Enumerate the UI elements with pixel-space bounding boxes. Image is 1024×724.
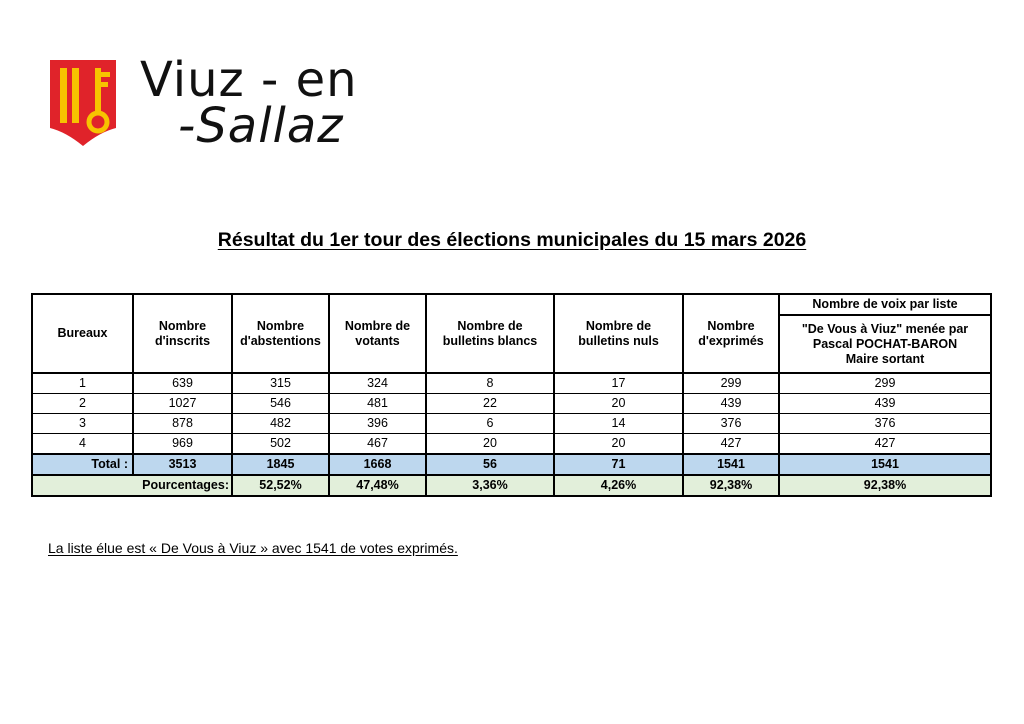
header-bureaux: Bureaux <box>32 294 133 373</box>
total-row: Total : 3513 1845 1668 56 71 1541 1541 <box>32 454 991 475</box>
header-blancs: Nombre de bulletins blancs <box>426 294 554 373</box>
header-votants: Nombre de votants <box>329 294 426 373</box>
logo <box>48 54 368 154</box>
percent-row: Pourcentages: 52,52% 47,48% 3,36% 4,26% 92,38% 92,38% <box>32 475 991 496</box>
header-abstentions: Nombre d'abstentions <box>232 294 329 373</box>
table-row: 3 878 482 396 6 14 376 376 <box>32 414 991 434</box>
table-row: 2 1027 546 481 22 20 439 439 <box>32 394 991 414</box>
header-inscrits: Nombre d'inscrits <box>133 294 232 373</box>
logo-line-1: Viuz - en <box>140 52 358 108</box>
coat-of-arms-icon <box>48 58 118 148</box>
table-row: 1 639 315 324 8 17 299 299 <box>32 373 991 394</box>
page-title: Résultat du 1er tour des élections municipales du 15 mars 2026 <box>217 229 807 251</box>
header-voix-par-liste: Nombre de voix par liste <box>779 294 991 315</box>
header-liste-name: "De Vous à Viuz" menée par Pascal POCHAT-BARON Maire sortant <box>779 315 991 373</box>
logo-line-2: -Sallaz <box>178 98 344 154</box>
header-exprimes: Nombre d'exprimés <box>683 294 779 373</box>
total-label: Total : <box>32 454 133 475</box>
result-note: La liste élue est « De Vous à Viuz » avec 1541 de votes exprimés. <box>48 540 458 556</box>
results-table <box>31 293 992 497</box>
header-row-top <box>32 294 991 315</box>
percent-label: Pourcentages: <box>32 475 232 496</box>
header-nuls: Nombre de bulletins nuls <box>554 294 683 373</box>
table-row: 4 969 502 467 20 20 427 427 <box>32 434 991 455</box>
